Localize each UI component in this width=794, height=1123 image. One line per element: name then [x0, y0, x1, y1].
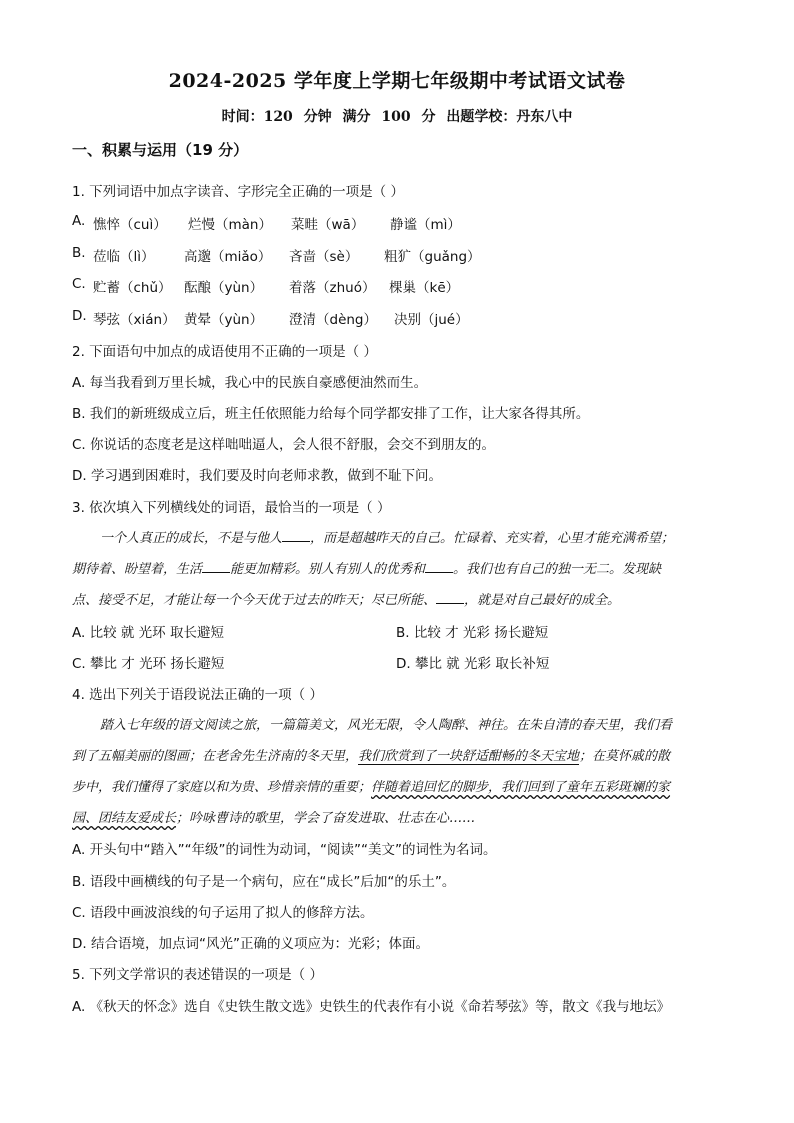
word-item: 烂慢（màn） [188, 217, 272, 233]
fill-blank[interactable] [202, 560, 230, 573]
option-label: A. [72, 213, 86, 229]
word-item: 静谧（mì） [390, 217, 461, 233]
q5-option-a: A. 《秋天的怀念》选自《史铁生散文选》史铁生的代表作有小说《命若琴弦》等，散文《我与地坛》 [72, 999, 671, 1015]
fill-blank[interactable] [436, 591, 464, 604]
word-item: 澄清（dèng） [289, 312, 378, 328]
q2-option-d: D. 学习遇到困难时，我们要及时向老师求教，做到不耻下问。 [72, 468, 442, 484]
page-title: 2024-2025 学年度上学期七年级期中考试语文试卷 [168, 70, 626, 92]
option-label: D. [72, 308, 87, 324]
option-label: B. [72, 245, 86, 261]
option-label: C. [72, 276, 86, 292]
word-item: 琴弦（xián） [93, 312, 176, 328]
q4-option-a: A. 开头句中“踏入”“年级”的词性为动词，“阅读”“美文”的词性为名词。 [72, 842, 497, 858]
wavy-underlined-sentence: 伴随着追回忆的脚步，我们回到了童年五彩斑斓的家 [371, 780, 671, 795]
q4-passage-line-4: 园、团结友爱成长；吟咏曹诗的歌里，学会了奋发进取、壮志在心…… [72, 811, 476, 826]
fill-blank[interactable] [282, 529, 310, 542]
underlined-sentence: 我们欣赏到了一块舒适酣畅的冬天宝地 [358, 749, 580, 764]
word-item: 黄晕（yùn） [184, 312, 264, 328]
q4-option-b: B. 语段中画横线的句子是一个病句，应在“成长”后加“的乐土”。 [72, 874, 456, 890]
q4-passage-line-1: 踏入七年级的语文阅读之旅，一篇篇美文，风光无限，令人陶醉、神往。在朱自清的春天里，我们看 [100, 718, 673, 733]
q4-option-c: C. 语段中画波浪线的句子运用了拟人的修辞方法。 [72, 905, 374, 921]
word-item: 酝酿（yùn） [184, 280, 264, 296]
q2-stem: 2. 下面语句中加点的成语使用不正确的一项是（ ） [72, 344, 377, 360]
exam-info: 时间：120 分钟 满分 100 分 出题学校：丹东八中 [221, 109, 573, 125]
section-heading: 一、积累与运用（19 分） [72, 141, 249, 159]
word-item: 憔悴（cuì） [93, 217, 167, 233]
word-item: 吝啬（sè） [289, 249, 359, 265]
word-item: 棵巢（kē） [389, 280, 460, 296]
q3-passage-line-1: 一个人真正的成长，不是与他人 ，而是超越昨天的自己。忙碌着、充实着，心里才能充满希望； [100, 531, 675, 546]
q2-option-a: A. 每当我看到万里长城，我心中的民族自豪感便油然而生。 [72, 375, 428, 391]
q3-option-b: B. 比较 才 光彩 扬长避短 [396, 625, 549, 641]
q3-passage-line-3: 点、接受不足，才能让每一个今天优于过去的昨天；尽已所能、 ，就是对自己最好的成全。 [72, 593, 621, 608]
q4-passage-line-2: 到了五幅美丽的图画；在老舍先生济南的冬天里，我们欣赏到了一块舒适酣畅的冬天宝地；在莫怀戚的散 [72, 749, 671, 764]
word-item: 贮蓄（chǔ） [93, 280, 172, 296]
q3-option-d: D. 攀比 就 光彩 取长补短 [396, 656, 550, 672]
q2-option-b: B. 我们的新班级成立后，班主任依照能力给每个同学都安排了工作，让大家各得其所。 [72, 406, 590, 422]
q5-stem: 5. 下列文学常识的表述错误的一项是（ ） [72, 967, 323, 983]
q3-option-c: C. 攀比 才 光环 扬长避短 [72, 656, 225, 672]
word-item: 高邈（miǎo） [184, 249, 272, 265]
q1-stem: 1. 下列词语中加点字读音、字形完全正确的一项是（ ） [72, 184, 404, 200]
word-item: 决别（jué） [394, 312, 469, 328]
q4-passage-line-3: 步中，我们懂得了家庭以和为贵、珍惜亲情的重要；伴随着追回忆的脚步，我们回到了童年五彩斑斓的家 [72, 780, 671, 795]
q2-option-c: C. 你说话的态度老是这样咄咄逼人，会人很不舒服，会交不到朋友的。 [72, 437, 496, 453]
word-item: 菜畦（wā） [291, 217, 365, 233]
word-item: 着落（zhuó） [289, 280, 376, 296]
q3-passage-line-2: 期待着、盼望着，生活 能更加精彩。别人有别人的优秀和 。我们也有自己的独一无二。发现缺 [72, 562, 662, 577]
q4-stem: 4. 选出下列关于语段说法正确的一项（ ） [72, 687, 323, 703]
fill-blank[interactable] [425, 560, 453, 573]
word-item: 莅临（lì） [93, 249, 155, 265]
q3-option-a: A. 比较 就 光环 取长避短 [72, 625, 224, 641]
word-item: 粗犷（guǎng） [384, 249, 481, 265]
q3-stem: 3. 依次填入下列横线处的词语，最恰当的一项是（ ） [72, 500, 391, 516]
q4-option-d: D. 结合语境，加点词“风光”正确的义项应为：光彩；体面。 [72, 936, 429, 952]
wavy-underlined-sentence: 园、团结友爱成长 [72, 811, 177, 826]
